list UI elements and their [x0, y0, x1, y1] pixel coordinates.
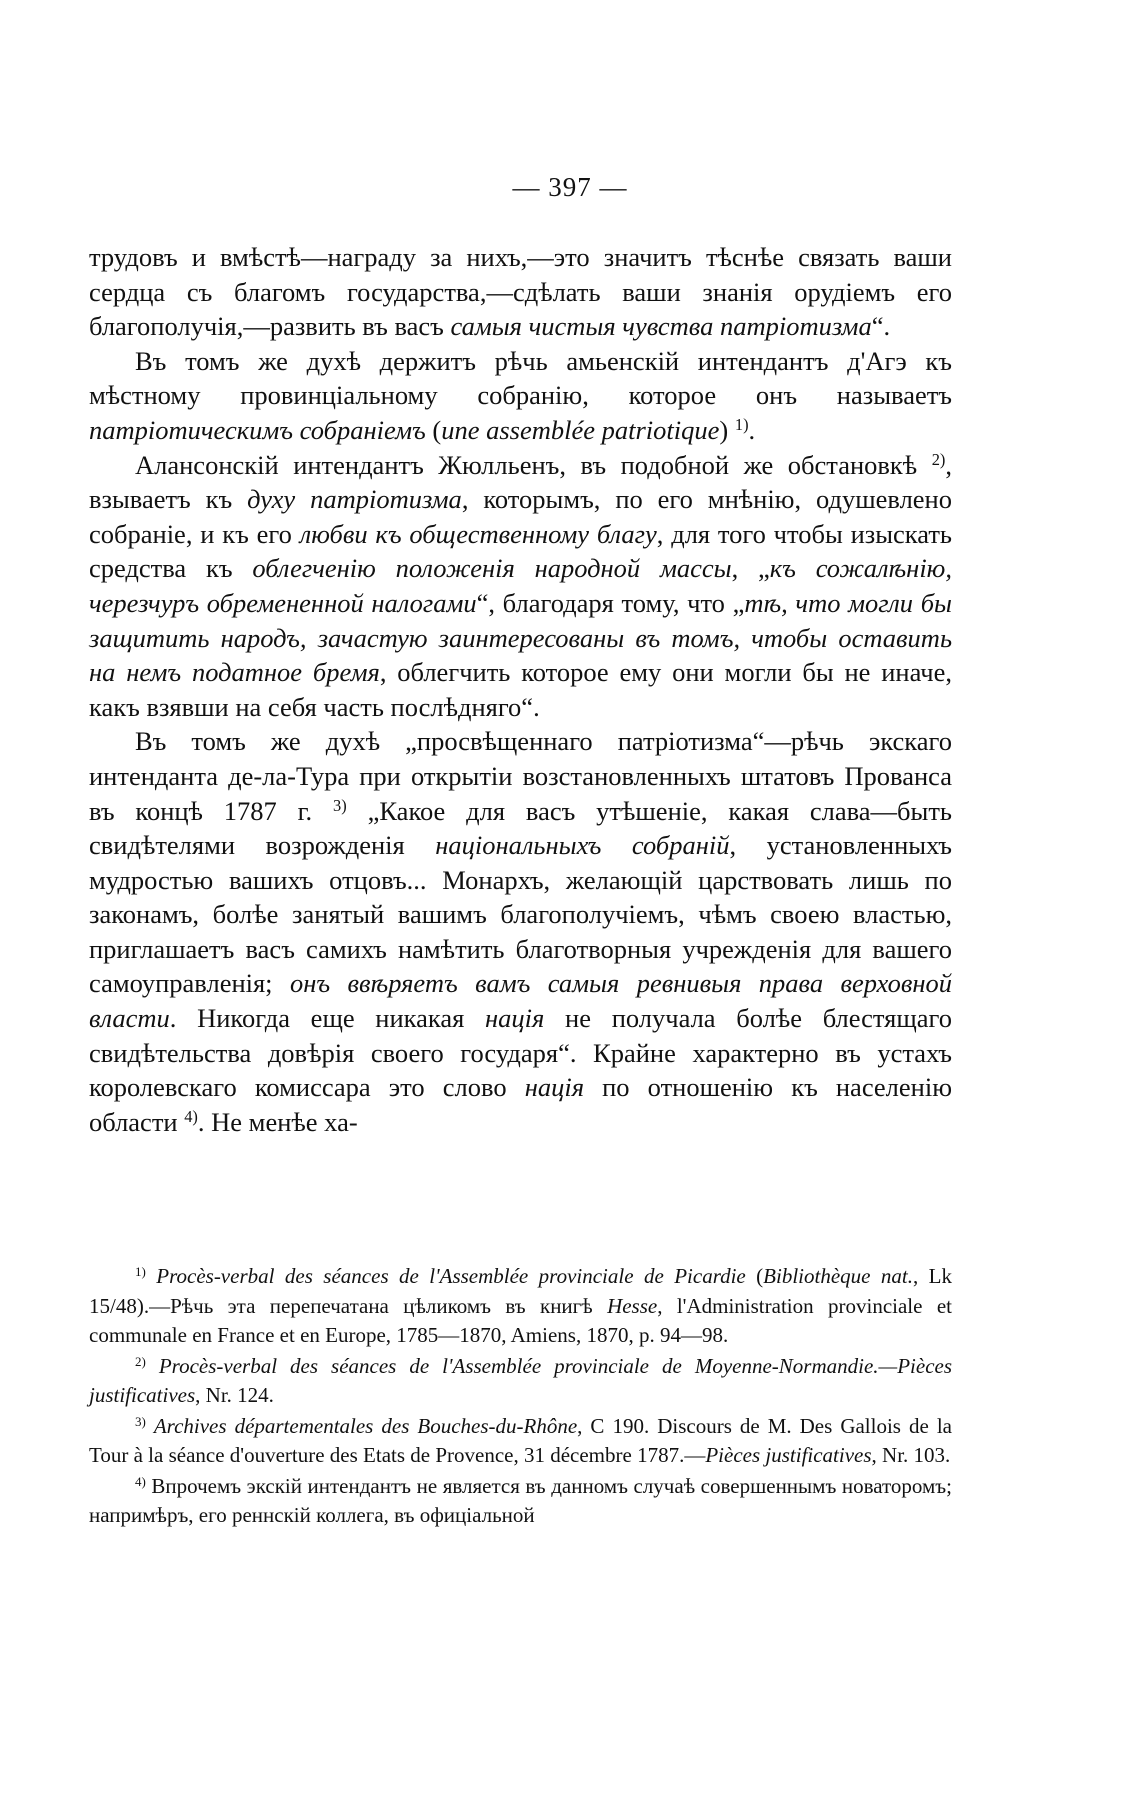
- text-run: Впрочемъ экскій интендантъ не является въ данномъ случаѣ совершеннымъ новаторомъ; напримѣръ, его реннскій коллега, въ офиціальной: [89, 1473, 952, 1527]
- text-run: Въ томъ же духѣ „просвѣщеннаго патріотизма“—рѣчь экскаго интенданта де-ла-Тура при открытіи возстановленныхъ штатовъ Прованса въ концѣ 1787 г.: [89, 726, 952, 826]
- footnote-marker: 3): [333, 795, 347, 815]
- text-run: , для того чтобы изыскать средства къ: [89, 518, 952, 584]
- text-run: . Никогда еще никакая: [169, 1003, 486, 1034]
- italic-text: самыя чистыя чувства патріотизма: [450, 311, 872, 342]
- italic-text: нація: [485, 1003, 545, 1034]
- footnote: [89, 1412, 952, 1471]
- italic-text: Hesse: [607, 1293, 658, 1318]
- text-run: , Nr. 103.: [871, 1443, 951, 1467]
- text-run: „Какое для васъ утѣшеніе, какая слава—быть свидѣтелями возрожденія: [89, 795, 953, 861]
- italic-text: Archives départementales des Bouches-du-Rhône: [153, 1413, 578, 1438]
- footnote-marker: 4): [184, 1106, 198, 1126]
- text-run: , облегчить которое ему они могли бы не иначе, какъ взявши на себя часть послѣдняго“.: [89, 657, 952, 722]
- text-run: , взываетъ къ: [89, 449, 952, 515]
- italic-text: національныхъ собраній: [435, 830, 730, 861]
- footnotes: [89, 1262, 952, 1532]
- footnote-marker: 2): [135, 1353, 146, 1369]
- paragraph: [89, 344, 952, 448]
- text-run: трудовъ и вмѣстѣ—награду за нихъ,—это значитъ тѣснѣе связать ваши сердца съ благомъ государства,—сдѣлать ваши знанія орудіемъ его благополучія,—развить въ васъ: [89, 242, 952, 342]
- text-run: “, благодаря тому, что „: [476, 587, 745, 618]
- text-run: ): [719, 414, 735, 445]
- italic-text: нація: [524, 1072, 585, 1103]
- footnote: [89, 1352, 952, 1411]
- text-run: Алансонскій интендантъ Жюлльенъ, въ подобной же обстановкѣ: [135, 449, 932, 480]
- text-run: , C 190. Discours de M. Des Gallois de la Tour à la séance d'ouverture des Etats de Provence, 31 décembre 1787.—: [89, 1413, 952, 1467]
- italic-text: une assemblée patriotique: [441, 414, 720, 445]
- text-run: , которымъ, по его мнѣнію, одушевлено собраніе, и къ его: [89, 484, 952, 549]
- text-run: не получала болѣе блестящаго свидѣтельства довѣрія своего государя“. Крайне характерно въ устахъ королевскаго комиссара это слово: [89, 1003, 952, 1103]
- italic-text: Procès-verbal des séances de l'Assemblée provinciale de Picardie: [156, 1264, 746, 1288]
- text-run: (: [425, 414, 442, 445]
- footnote-marker: 1): [135, 1263, 146, 1279]
- italic-text: къ сожалѣнію, черезчуръ обремененной налогами: [89, 553, 952, 618]
- text-run: . Не менѣе ха-: [197, 1106, 358, 1137]
- page-number: — 397 —: [512, 172, 628, 202]
- footnote: [89, 1262, 952, 1351]
- text-run: , Nr. 124.: [195, 1383, 274, 1407]
- italic-text: любви къ общественному благу: [299, 518, 657, 549]
- footnote-marker: 2): [931, 449, 946, 469]
- italic-text: онъ ввѣряетъ вамъ самыя ревнивыя права верховной власти: [89, 968, 953, 1034]
- text-run: Въ томъ же духѣ держитъ рѣчь амьенскій интендантъ д'Агэ къ мѣстному провинціальному собранію, которое онъ называетъ: [89, 345, 952, 411]
- text-run: [146, 1264, 156, 1288]
- text-run: , l'Administration provinciale et communale en France et en Europe, 1785—1870, Amiens, 1870, p. 94—98.: [89, 1293, 952, 1347]
- text-run: .: [748, 414, 756, 445]
- italic-text: Procès-verbal des séances de l'Assemblée provinciale de Moyenne-Normandie.—Pièces justificatives: [89, 1353, 953, 1407]
- text-run: “.: [871, 311, 891, 342]
- text-run: , Lk 15/48).—Рѣчь эта перепечатана цѣликомъ въ книгѣ: [89, 1264, 953, 1318]
- italic-text: патріотическимъ собраніемъ: [89, 414, 426, 445]
- footnote-marker: 4): [135, 1473, 146, 1489]
- text-run: [146, 1414, 154, 1438]
- paragraph: [89, 240, 952, 344]
- footnote-marker: 3): [135, 1413, 146, 1429]
- paragraph: [89, 448, 952, 725]
- text-run: [146, 1354, 159, 1378]
- text-run: , „: [731, 553, 770, 584]
- italic-text: тѣ, что могли бы защитить народъ, зачастую заинтересованы въ томъ, чтобы оставить на немъ податное бремя: [89, 587, 952, 688]
- italic-text: Bibliothèque nat.: [763, 1264, 913, 1288]
- text-run: по отношенію къ населенію области: [89, 1072, 952, 1137]
- paragraph: [89, 724, 952, 1139]
- text-run: , установленныхъ мудростью вашихъ отцовъ... Монархъ, желающій царствовать лишь по законамъ, болѣе занятый вашимъ благополучіемъ, чѣмъ своею властью, приглашаетъ васъ самихъ намѣтить благотворныя учрежденія для вашего самоуправленія;: [89, 830, 953, 999]
- italic-text: Pièces justificatives: [705, 1443, 872, 1467]
- footnote: [89, 1472, 952, 1531]
- italic-text: духу патріотизма: [247, 484, 462, 515]
- text-run: (: [745, 1264, 764, 1288]
- main-text: [89, 240, 952, 1139]
- footnote-marker: 1): [734, 414, 749, 434]
- italic-text: облегченію положенія народной массы: [252, 553, 732, 584]
